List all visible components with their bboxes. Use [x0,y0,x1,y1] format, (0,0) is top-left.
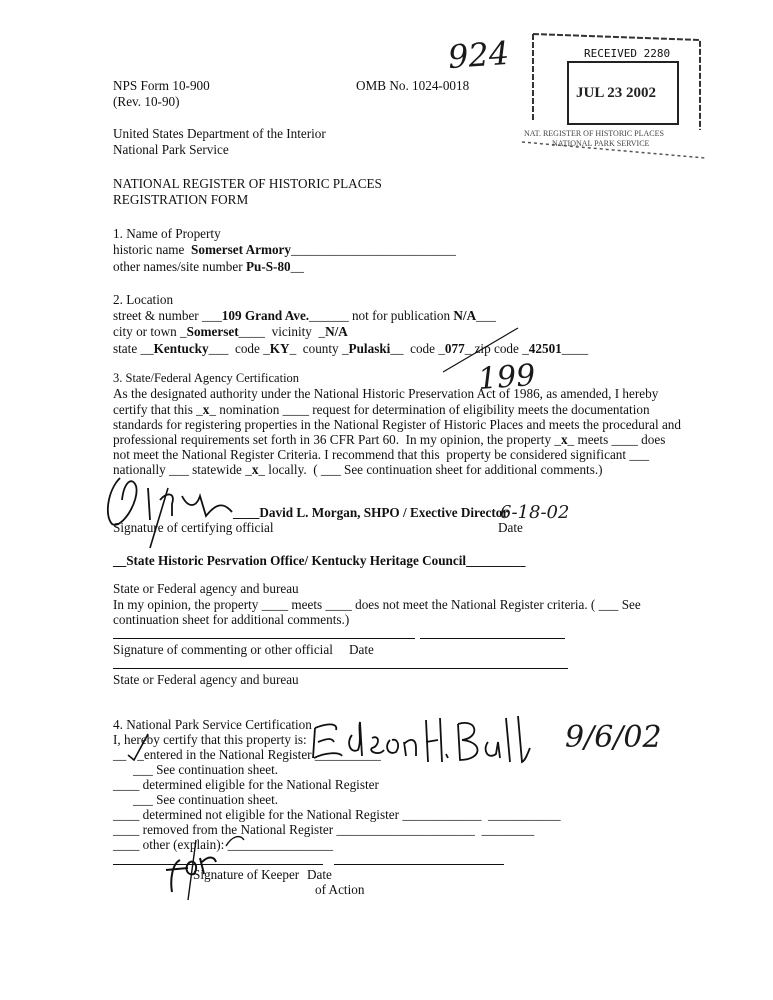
keeper-signature-line [113,864,323,865]
handwritten-cert-date: 6-18-02 [500,502,570,523]
option-eligible: ____ determined eligible for the National Register [113,777,379,792]
stamp-date: JUL 23 2002 [576,85,657,101]
form-number: NPS Form 10-900 [113,78,210,93]
section3-heading: 3. State/Federal Agency Certification [113,371,300,385]
cert-paragraph-3: standards for registering properties in the National Register of Historic Places and meets the procedural and [113,417,681,432]
other-names-row: other names/site number Pu-S-80__ [113,259,304,274]
form-revision: (Rev. 10-90) [113,94,180,109]
form-title: NATIONAL REGISTER OF HISTORIC PLACES [113,176,382,191]
cert-paragraph-5: not meet the National Register Criteria. I recommend that this property be considered significant ___ [113,447,650,462]
agency-label: State or Federal agency and bureau [113,581,299,596]
certifying-signature-label: Signature of certifying official [113,520,274,535]
handwritten-number: 924 [446,33,511,77]
opinion-line-2: continuation sheet for additional comments.) [113,612,350,627]
comment-date-line [420,638,565,639]
omb-number: OMB No. 1024-0018 [356,78,470,93]
see-continuation-1: ___ See continuation sheet. [133,762,279,777]
keeper-date-line [334,864,504,865]
agency-line [113,668,568,669]
certifying-office: __State Historic Pesrvation Office/ Kentucky Heritage Council_________ [113,553,526,568]
stamp-line1: NAT. REGISTER OF HISTORIC PLACES [524,129,664,138]
keeper-signature [318,740,326,741]
certifying-signer: ____David L. Morgan, SHPO / Exective Director [233,505,509,520]
cert-paragraph-2: certify that this _x_ nomination ____ request for determination of eligibility meets the documentation [113,402,650,417]
option-other: ____ other (explain): ________________ [113,837,334,852]
certifying-date-label: Date [498,520,523,535]
state-row: state __Kentucky___ code _KY_ county _Pulaski__ code _077_ zip code _42501____ [113,341,589,356]
see-continuation-2: ___ See continuation sheet. [133,792,279,807]
keeper-action-label: of Action [315,882,365,897]
cert-paragraph-1: As the designated authority under the National Historic Preservation Act of 1986, as amended, I hereby [113,386,659,401]
city-row: city or town _Somerset____ vicinity _N/A [113,324,348,339]
option-not-eligible: ____ determined not eligible for the National Register ____________ ___________ [113,807,561,822]
stamp-line2: NATIONAL PARK SERVICE [552,139,650,148]
cert-paragraph-6: nationally ___ statewide _x_ locally. ( ___ See continuation sheet for additional comments.) [113,462,603,477]
option-entered: __ _entered in the National Register __________ [113,747,381,762]
option-removed: ____ removed from the National Register _____________________ ________ [113,822,535,837]
service: National Park Service [113,142,229,157]
comment-signature-line [113,638,415,639]
comment-date-label: Date [349,642,374,657]
comment-signature-label: Signature of commenting or other official [113,642,333,657]
keeper-date-label: Date [307,867,332,882]
street-row: street & number ___109 Grand Ave.______ not for publication N/A___ [113,308,496,323]
section4-heading: 4. National Park Service Certification [113,717,312,732]
handwritten-cert-number: 199 [476,358,537,397]
form-subtitle: REGISTRATION FORM [113,192,249,207]
department: United States Department of the Interior [113,126,326,141]
historic-name-row: historic name Somerset Armory_________________________ [113,242,456,257]
opinion-line-1: In my opinion, the property ____ meets ____ does not meet the National Register criteria. ( ___ See [113,597,641,612]
stamp-received: RECEIVED 2280 [584,47,671,60]
keeper-signature-label: Signature of Keeper [193,867,300,882]
section1-heading: 1. Name of Property [113,226,221,241]
section2-heading: 2. Location [113,292,174,307]
cert-paragraph-4: professional requirements set forth in 36 CFR Part 60. In my opinion, the property _x_ meets ____ does [113,432,666,447]
handwritten-keeper-date: 9/6/02 [565,720,662,755]
section4-intro: I, hereby certify that this property is: [113,732,307,747]
agency-label-2: State or Federal agency and bureau [113,672,299,687]
